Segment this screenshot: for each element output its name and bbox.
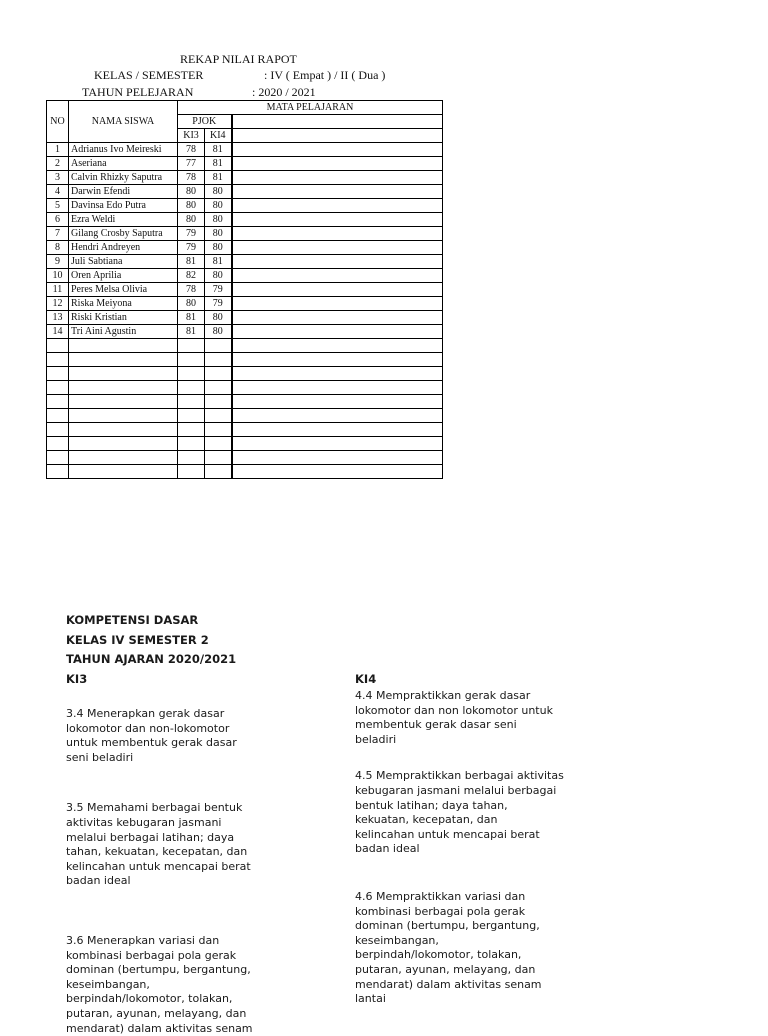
score-ki4: 81 (205, 171, 232, 185)
empty-cell (69, 409, 178, 423)
table-row (47, 241, 443, 255)
score-ki4: 81 (205, 143, 232, 157)
ki4-item-line: kombinasi berbagai pola gerak (355, 905, 655, 920)
ki4-item-line: putaran, ayunan, melayang, dan (355, 963, 655, 978)
student-no: 3 (47, 171, 69, 185)
kelas-value: : IV ( Empat ) / II ( Dua ) (264, 67, 385, 83)
ki4-list (355, 689, 655, 1007)
grade-table (46, 100, 443, 479)
ki3-item-1 (66, 707, 336, 765)
empty-cell (205, 395, 232, 409)
score-ki3: 79 (178, 241, 205, 255)
student-no: 10 (47, 269, 69, 283)
ki3-item-line: putaran, ayunan, melayang, dan (66, 1007, 336, 1022)
header-nama-siswa: NAMA SISWA (69, 101, 178, 143)
empty-cell (232, 129, 443, 143)
score-ki3: 78 (178, 171, 205, 185)
empty-cell (178, 409, 205, 423)
kompetensi-title-line-2: KELAS IV SEMESTER 2 (66, 631, 236, 651)
score-ki4: 81 (205, 255, 232, 269)
ki3-item-line: untuk membentuk gerak dasar (66, 736, 336, 751)
empty-cell (47, 395, 69, 409)
ki4-item-line: 4.6 Mempraktikkan variasi dan (355, 890, 655, 905)
ki4-item-2 (355, 769, 655, 857)
table-row-empty (47, 409, 443, 423)
score-ki3: 78 (178, 283, 205, 297)
empty-cell (232, 255, 443, 269)
empty-cell (232, 283, 443, 297)
empty-cell (232, 395, 443, 409)
score-ki3: 80 (178, 185, 205, 199)
table-row-empty (47, 451, 443, 465)
empty-cell (205, 451, 232, 465)
table-row-empty (47, 353, 443, 367)
empty-cell (69, 451, 178, 465)
empty-cell (69, 395, 178, 409)
header-ki3: KI3 (178, 129, 205, 143)
student-name: Aseriana (69, 157, 178, 171)
ki3-item-line: keseimbangan, (66, 978, 336, 993)
ki4-item-line: kekuatan, kecepatan, dan (355, 813, 655, 828)
header-subject: PJOK (178, 115, 232, 129)
student-name: Peres Melsa Olivia (69, 283, 178, 297)
table-row (47, 269, 443, 283)
student-no: 6 (47, 213, 69, 227)
ki4-item-line: bentuk latihan; daya tahan, (355, 799, 655, 814)
table-row-empty (47, 423, 443, 437)
empty-cell (205, 381, 232, 395)
empty-cell (178, 381, 205, 395)
ki3-item-line: 3.4 Menerapkan gerak dasar (66, 707, 336, 722)
ki4-item-line: kebugaran jasmani melalui berbagai (355, 784, 655, 799)
empty-cell (205, 465, 232, 479)
score-ki4: 80 (205, 213, 232, 227)
empty-cell (178, 465, 205, 479)
table-row (47, 311, 443, 325)
empty-cell (232, 409, 443, 423)
empty-cell (47, 409, 69, 423)
ki4-item-line: berpindah/lokomotor, tolakan, (355, 948, 655, 963)
doc-title: REKAP NILAI RAPOT (180, 51, 297, 67)
student-no: 5 (47, 199, 69, 213)
empty-cell (178, 395, 205, 409)
student-name: Davinsa Edo Putra (69, 199, 178, 213)
student-no: 11 (47, 283, 69, 297)
empty-cell (47, 381, 69, 395)
header-no: NO (47, 101, 69, 143)
ki4-item-line: badan ideal (355, 842, 655, 857)
ki3-item-line: lokomotor dan non-lokomotor (66, 722, 336, 737)
student-name: Oren Aprilia (69, 269, 178, 283)
empty-cell (205, 409, 232, 423)
student-no: 9 (47, 255, 69, 269)
table-row (47, 199, 443, 213)
score-ki3: 81 (178, 255, 205, 269)
header-mata-pelajaran: MATA PELAJARAN (178, 101, 443, 115)
empty-cell (47, 339, 69, 353)
empty-cell (232, 143, 443, 157)
table-row (47, 227, 443, 241)
ki4-item-line: dominan (bertumpu, bergantung, (355, 919, 655, 934)
empty-cell (232, 241, 443, 255)
kompetensi-title-line-1: KOMPETENSI DASAR (66, 611, 236, 631)
empty-cell (69, 381, 178, 395)
empty-cell (232, 185, 443, 199)
empty-cell (205, 367, 232, 381)
ki3-item-2 (66, 801, 336, 889)
score-ki4: 80 (205, 241, 232, 255)
student-name: Calvin Rhizky Saputra (69, 171, 178, 185)
ki4-item-line: lantai (355, 992, 655, 1007)
header-ki4: KI4 (205, 129, 232, 143)
score-ki4: 80 (205, 185, 232, 199)
score-ki3: 81 (178, 325, 205, 339)
ki3-item-line: seni beladiri (66, 751, 336, 766)
empty-cell (47, 451, 69, 465)
empty-cell (232, 171, 443, 185)
ki4-heading: KI4 (355, 670, 376, 690)
score-ki4: 80 (205, 325, 232, 339)
ki3-item-line: melalui berbagai latihan; daya (66, 831, 336, 846)
ki3-item-line: tahan, kekuatan, kecepatan, dan (66, 845, 336, 860)
empty-cell (232, 353, 443, 367)
score-ki4: 80 (205, 269, 232, 283)
empty-cell (232, 423, 443, 437)
score-ki4: 79 (205, 297, 232, 311)
tahun-value: : 2020 / 2021 (252, 84, 316, 100)
empty-cell (232, 381, 443, 395)
empty-cell (232, 213, 443, 227)
ki4-item-line: kelincahan untuk mencapai berat (355, 828, 655, 843)
student-no: 7 (47, 227, 69, 241)
score-ki4: 80 (205, 311, 232, 325)
ki3-heading: KI3 (66, 670, 236, 690)
empty-cell (47, 465, 69, 479)
student-no: 4 (47, 185, 69, 199)
student-name: Gilang Crosby Saputra (69, 227, 178, 241)
empty-cell (178, 451, 205, 465)
empty-cell (69, 367, 178, 381)
table-row-empty (47, 339, 443, 353)
student-no: 14 (47, 325, 69, 339)
empty-cell (232, 465, 443, 479)
score-ki3: 80 (178, 199, 205, 213)
empty-cell (47, 423, 69, 437)
table-row (47, 143, 443, 157)
empty-cell (178, 423, 205, 437)
table-row-empty (47, 367, 443, 381)
empty-cell (232, 157, 443, 171)
score-ki4: 81 (205, 157, 232, 171)
empty-cell (232, 339, 443, 353)
ki3-item-line: 3.5 Memahami berbagai bentuk (66, 801, 336, 816)
table-row-empty (47, 437, 443, 451)
ki3-item-line: dominan (bertumpu, bergantung, (66, 963, 336, 978)
ki4-item-line: keseimbangan, (355, 934, 655, 949)
empty-cell (205, 339, 232, 353)
student-no: 2 (47, 157, 69, 171)
empty-cell (232, 451, 443, 465)
empty-cell (69, 423, 178, 437)
score-ki3: 79 (178, 227, 205, 241)
ki4-item-1 (355, 689, 655, 747)
score-ki3: 80 (178, 213, 205, 227)
score-ki4: 80 (205, 199, 232, 213)
student-no: 12 (47, 297, 69, 311)
table-row (47, 171, 443, 185)
table-row (47, 283, 443, 297)
student-name: Tri Aini Agustin (69, 325, 178, 339)
student-no: 13 (47, 311, 69, 325)
student-no: 1 (47, 143, 69, 157)
empty-cell (232, 297, 443, 311)
ki3-item-line: mendarat) dalam aktivitas senam (66, 1022, 336, 1036)
ki3-item-line: berpindah/lokomotor, tolakan, (66, 992, 336, 1007)
empty-cell (232, 115, 443, 129)
ki3-item-line: aktivitas kebugaran jasmani (66, 816, 336, 831)
empty-cell (47, 367, 69, 381)
table-row (47, 185, 443, 199)
ki3-item-line: kelincahan untuk mencapai berat (66, 860, 336, 875)
table-row (47, 157, 443, 171)
empty-cell (178, 353, 205, 367)
table-row-empty (47, 381, 443, 395)
tahun-label: TAHUN PELEJARAN (82, 84, 193, 100)
empty-cell (69, 339, 178, 353)
ki3-item-line: 3.6 Menerapkan variasi dan (66, 934, 336, 949)
table-row (47, 255, 443, 269)
empty-cell (178, 367, 205, 381)
table-row-empty (47, 465, 443, 479)
score-ki4: 79 (205, 283, 232, 297)
empty-cell (69, 437, 178, 451)
kompetensi-title-line-3: TAHUN AJARAN 2020/2021 (66, 650, 236, 670)
kelas-label: KELAS / SEMESTER (94, 67, 203, 83)
student-no: 8 (47, 241, 69, 255)
ki3-item-3 (66, 934, 336, 1036)
student-name: Adrianus Ivo Meireski (69, 143, 178, 157)
empty-cell (47, 437, 69, 451)
empty-cell (69, 353, 178, 367)
ki4-item-line: 4.4 Mempraktikkan gerak dasar (355, 689, 655, 704)
score-ki3: 80 (178, 297, 205, 311)
student-name: Riska Meiyona (69, 297, 178, 311)
score-ki3: 78 (178, 143, 205, 157)
empty-cell (205, 437, 232, 451)
ki4-item-line: 4.5 Mempraktikkan berbagai aktivitas (355, 769, 655, 784)
kompetensi-title (66, 611, 236, 689)
student-name: Darwin Efendi (69, 185, 178, 199)
table-row-empty (47, 395, 443, 409)
score-ki3: 82 (178, 269, 205, 283)
empty-cell (232, 437, 443, 451)
ki4-item-line: beladiri (355, 733, 655, 748)
ki4-item-line: membentuk gerak dasar seni (355, 718, 655, 733)
empty-cell (232, 367, 443, 381)
empty-cell (232, 311, 443, 325)
score-ki3: 81 (178, 311, 205, 325)
empty-cell (205, 353, 232, 367)
score-ki3: 77 (178, 157, 205, 171)
student-name: Ezra Weldi (69, 213, 178, 227)
ki4-item-3 (355, 890, 655, 1007)
student-name: Juli Sabtiana (69, 255, 178, 269)
empty-cell (178, 437, 205, 451)
ki3-item-line: kombinasi berbagai pola gerak (66, 949, 336, 964)
empty-cell (205, 423, 232, 437)
empty-cell (232, 269, 443, 283)
empty-cell (232, 325, 443, 339)
empty-cell (47, 353, 69, 367)
student-name: Riski Kristian (69, 311, 178, 325)
ki3-list (66, 707, 336, 1036)
student-name: Hendri Andreyen (69, 241, 178, 255)
score-ki4: 80 (205, 227, 232, 241)
table-row (47, 325, 443, 339)
ki4-item-line: lokomotor dan non lokomotor untuk (355, 704, 655, 719)
ki3-item-line: badan ideal (66, 874, 336, 889)
empty-cell (69, 465, 178, 479)
empty-cell (178, 339, 205, 353)
table-row (47, 297, 443, 311)
ki4-item-line: mendarat) dalam aktivitas senam (355, 978, 655, 993)
empty-cell (232, 227, 443, 241)
table-row (47, 213, 443, 227)
empty-cell (232, 199, 443, 213)
